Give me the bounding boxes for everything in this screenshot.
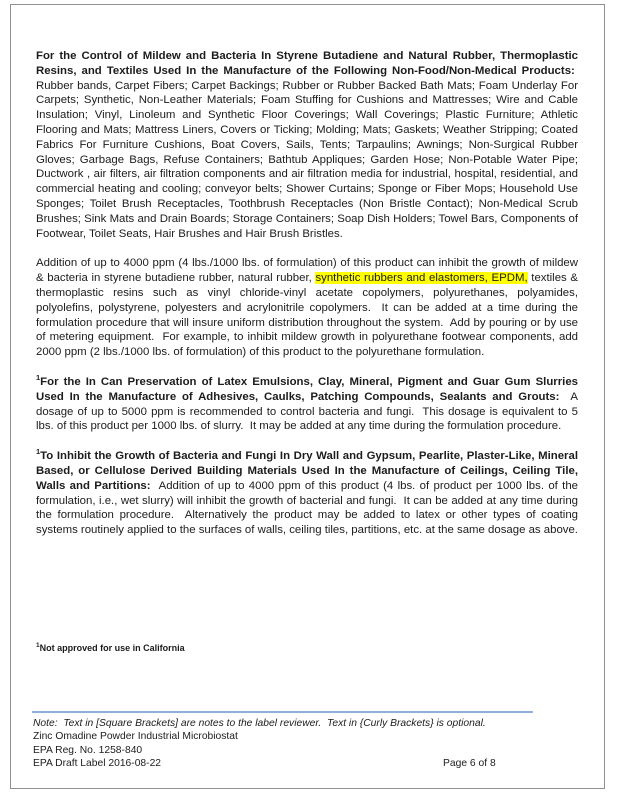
footer-note: Note: Text in [Square Brackets] are notes to the label reviewer. Text in {Curly Brackets} is optional. — [33, 718, 486, 729]
footer — [33, 717, 578, 771]
footer-draft-label: EPA Draft Label 2016-08-22 — [33, 758, 162, 770]
document-paragraph — [36, 49, 578, 241]
footer-epa-reg-number: EPA Reg. No. 1258-840 — [33, 744, 143, 756]
highlighted-text: synthetic rubbers and elastomers, EPDM, — [315, 272, 528, 285]
paragraph-text: Addition of up to 4000 ppm (4 lbs./1000 lbs. of formulation) of this product can inhibit the growth of mildew & bacteria in styrene butadiene rubber, natural rubber, — [36, 257, 578, 285]
footnote-text: Not approved for use in California — [39, 643, 185, 653]
footnote-reference-marker: 1 — [36, 447, 41, 457]
paragraph-text: For the In Can Preservation of Latex Emulsions, Clay, Mineral, Pigment and Guar Gum Slurries Used In the Manufacture of Adhesives, Caulks, Patching Compounds, Sealants and Grouts: — [36, 375, 578, 403]
footnote-reference-marker: 1 — [36, 373, 41, 383]
footnote-marker: 1 — [36, 642, 40, 649]
footer-product-name: Zinc Omadine Powder Industrial Microbiostat — [33, 731, 238, 743]
paragraph-text: For the Control of Mildew and Bacteria In Styrene Butadiene and Natural Rubber, Thermoplastic Resins, and Textiles Used In the Manufacture of the Following Non-Food/Non-Medical Products: — [36, 50, 578, 77]
paragraph-text: textiles & thermoplastic resins such as vinyl chloride-vinyl acetate copolymers, polyurethanes, polyamides, polyolefins, polystyrene, polyesters and acrylonitrile copolymers. It can be added at a time during the formulation procedure that will insure uniform distribution throughout the system. Add by pouring or by use of metering equipment. For example, to inhibit mildew growth in polyurethane footwear components, add 2000 ppm (2 lbs./1000 lbs. of formulation) of this product to the polyurethane formulation. — [36, 272, 578, 359]
footnote — [36, 643, 185, 653]
document-paragraph — [36, 449, 578, 538]
page-number: Page 6 of 8 — [443, 758, 496, 770]
document-body — [36, 49, 578, 553]
document-paragraph — [36, 375, 578, 434]
paragraph-text: Rubber bands, Carpet Fibers; Carpet Backings; Rubber or Rubber Backed Bath Mats; Foam Underlay For Carpets; Synthetic, Non-Leather Materials; Foam Stuffing for Cushions and Mattresses; Wire and Cable Insulation; Vinyl, Linoleum and Synthetic Floor Coverings; Wall Coverings; Plastic Furniture; Athletic Flooring and Mats; Mattress Liners, Covers or Ticking; Molding; Mats; Gaskets; Weather Stripping; Coated Fabrics For Furniture Cushions, Boat Covers, Sails, Tents; Tarpaulins; Awnings; Non-Surgical Rubber Gloves; Garbage Bags, Refuse Containers; Bathtub Appliques; Garden Hose; Non-Potable Water Pipe; Ductwork , air filters, air filtration components and air filtration media for industrial, hospital, residential, and commercial heating and cooling; conveyor belts; Shower Curtains; Sponge or Fiber Mops; Household Use Sponges; Toilet Brush Receptacles, Toothbrush Receptacles (Non Bristle Contact); Non-Medical Scrub Brushes; Sink Mats and Drain Boards; Storage Containers; Soap Dish Holders; Towel Bars, Components of Footwear, Toilet Seats, Hair Brushes and Hair Brush Bristles. — [36, 64, 578, 240]
document-paragraph — [36, 256, 578, 360]
paragraph-text: Addition of up to 4000 ppm of this product (4 lbs. of product per 1000 lbs. of the formulation, i.e., wet slurry) will inhibit the growth of bacterial and fungi. It can be added at any time during the formulation procedure. Alternatively the product may be added to latex or other types of coating systems routinely applied to the surfaces of walls, ceiling tiles, partitions, etc. at the same dosage as above. — [36, 479, 579, 537]
paragraph-text: To Inhibit the Growth of Bacteria and Fungi In Dry Wall and Gypsum, Pearlite, Plaster-Like, Mineral Based, or Cellulose Derived Building Materials Used In the Manufacture of Ceilings, Ceiling Tile, Walls and Partitions: — [36, 450, 578, 492]
footer-divider — [32, 711, 533, 713]
paragraph-text: A dosage of up to 5000 ppm is recommended to control bacteria and fungi. This dosage is equivalent to 5 lbs. of this product per 1000 lbs. of slurry. It may be added at any time during the formulation procedure. — [36, 390, 578, 433]
footer-last-row — [33, 757, 578, 770]
